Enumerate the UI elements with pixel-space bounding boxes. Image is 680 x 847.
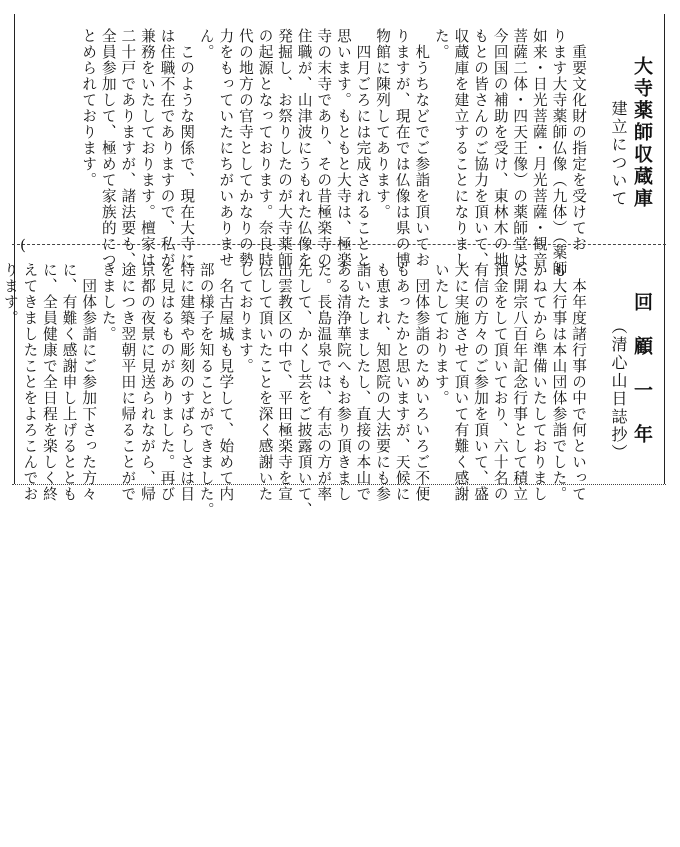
right-border-line: [664, 14, 665, 484]
article-title-review: 回 顧 一 年: [631, 292, 653, 446]
article-body-review: 本年度諸行事の中で何といって も大行事は本山団体参詣でした。 かねてから準備いたしておりまし た開宗八百年記念行事として積立 預金をして頂いており、六十名の 有信の方々のご参加を頂いて、盛 大に実施させて頂いて有難く感謝 いたしております。 団体参詣のためいろいろご不便 もあったかと思いますが、天候に も恵まれ、知恩院の大法要にも参 詣いたしましたし、直接の本山で ある清浄華院へもお参り頂きまし た。長島温泉では、有志の方が率 先して、かくし芸をご披露頂いて、 出雲教区の中で、平田極楽寺を宣 伝して頂いたことを深く感謝いた しております。 名古屋城も見学して、始めて内 部の様子を知ることができました。 特に建築や彫刻のすばらしさは目 を見はるものがありました。再び 京都の夜景に見送られながら、帰 途につき翌朝平田に帰ることがで きました。 団体参詣にご参加下さった方々 に、有難く感謝申し上げるととも に、全員健康で全日程を楽しく終 えてきましたことをよろこんでお ります。: [1, 262, 587, 518]
article-subtitle-review: （清心山日誌抄）: [609, 318, 628, 462]
article-title-shrine: 大寺薬師収蔵庫: [631, 56, 653, 210]
article-subtitle-shrine: 建立について: [609, 100, 628, 208]
article-body-shrine: 重要文化財の指定を受けてお ります大寺薬師仏像（九体）（薬師 如来・日光菩薩・月光菩薩・観音 菩薩二体・四天王像）の薬師堂は、 今回国の補助を受け、東林木の地 もとの皆さんのご協力を頂いて、 収蔵庫を建立することになりまし た。 札うちなどでご参詣を頂いてお りますが、現在では仏像は県の博 物館に陳列してあります。 四月ごろには完成されることと 思います。もともと大寺は、極楽 寺の末寺であり、その昔極楽寺の 住職が、山津波にうもれた仏像を 発掘し、お祭りしたのが大寺薬師 の起源となっております。奈良時 代の地方の官寺としてかなりの勢 力をもっていたにちがいありませ ん。 このような関係で、現在大寺に は住職不在でありますので、私が 兼務をいたしております。檀家は 二十戸でありますが、諸法要も、 全員参加して、極めて家族的につ とめられております。: [80, 28, 587, 284]
left-border-line: [14, 14, 15, 484]
bracket-mark: (: [20, 236, 26, 254]
